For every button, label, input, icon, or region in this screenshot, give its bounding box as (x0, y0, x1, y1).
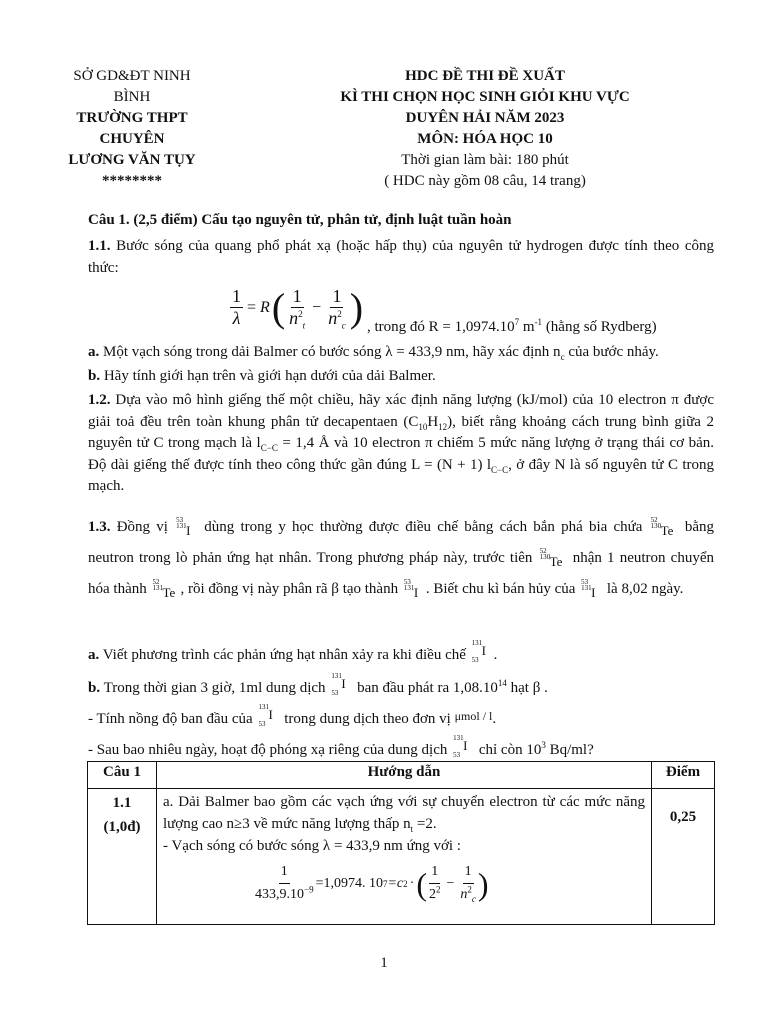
beta-symbol: β (532, 680, 541, 696)
p12-b: H (427, 413, 439, 430)
p12-a: Dựa vào mô hình giếng thế một chiều, hãy xác định năng lượng (kJ/mol) của 10 electron π được giải toả đều trên toàn khung phân tử decapentaen (C (88, 392, 714, 430)
school-header (58, 66, 206, 192)
header-right-line-1: HDC ĐỀ THI ĐỀ XUẤT (405, 68, 565, 84)
note-text: , trong đó R = 1,0974.10 (367, 319, 515, 335)
note-tail: (hằng số Rydberg) (542, 319, 657, 335)
section-number: 1.2. (88, 392, 111, 408)
question-points: (1,0đ) (103, 819, 141, 835)
text-a: Viết phương trình các phản ứng hạt nhân xảy ra khi điều chế (99, 647, 470, 663)
p13-b: dùng trong y học thường được điều chế bằng cách bắn phá bia chứa (198, 519, 649, 535)
guide-sub: t (410, 824, 414, 834)
guide-cell (157, 789, 652, 925)
balmer-equation: $\frac{1}{433,9.10^{-9}}$ =1,0974. 10 7 =c 2 · ( $\frac{1}{2^2}$ − $\frac{1}{n^2_c}$ ) (253, 861, 645, 906)
table-row (88, 789, 715, 925)
iodine-131-symbol: 131 53 I (331, 672, 346, 697)
header-right-line-5: Thời gian làm bài: 180 phút (401, 152, 569, 168)
label-a: a. (88, 647, 100, 663)
p13-e: , rồi đồng vị này phân rã (180, 581, 332, 597)
question-1-1-a (88, 344, 728, 361)
p13-c: bằng neutron trong lò phản ứng hạt nhân. Trong phương pháp này, trước tiên (88, 519, 714, 566)
question-1-3-b: b. Trong thời gian 3 giờ, 1ml dung dịch 131 53 I ban đầu phát ra 1,08.10$^{14}$ hạt β . (88, 672, 548, 697)
unit-label: μmol / l (454, 709, 493, 723)
iodine-131-symbol: 131 53 I (176, 516, 191, 538)
table-header-guide: Hướng dẫn (157, 762, 652, 789)
paragraph-1-1 (88, 236, 714, 279)
tellurium-131-symbol: 131 52 Te (152, 578, 176, 600)
label-b: b. (88, 368, 101, 384)
p12-c: ), biết rằng khoảng cách trung bình giữa 2 nguyên tử C trong mạch là l (88, 413, 714, 451)
guide-line-2: - Vạch sóng có bước sóng λ = 433,9 nm ứng với : (163, 838, 461, 854)
page-number: 1 (380, 955, 388, 971)
tellurium-130-symbol: 130 52 Te (650, 516, 674, 538)
iodine-131-symbol: 131 53 I (453, 734, 468, 759)
eq-middle: =1,0974. 10 (315, 875, 383, 891)
header-left-line-1: SỞ GD&ĐT NINH (73, 68, 191, 84)
p12-sub2: 12 (438, 421, 448, 432)
question-number: 1.1 (112, 795, 132, 811)
iodine-131-symbol: 131 53 I (403, 578, 419, 600)
header-left-line-6: ******** (102, 173, 162, 189)
table-header-question: Câu 1 (88, 762, 157, 789)
section-number: 1.1. (88, 238, 111, 254)
eq-term-2: $\frac{1}{n^2_c}$ (458, 861, 478, 906)
paragraph-text: Bước sóng của quang phổ phát xạ (hoặc hấp thụ) của nguyên tử hydrogen được tính theo công thức: (88, 238, 714, 276)
dash2-c: Bq/ml? (545, 742, 594, 758)
p13-a: Đồng vị (110, 519, 175, 535)
note-exp2: -1 (534, 317, 543, 327)
sub-question-activity (88, 734, 594, 759)
iodine-131-symbol: 131 53 I (471, 639, 487, 664)
p12-sub3: C−C (260, 443, 278, 453)
note-exp: 7 (514, 317, 520, 327)
section-number: 1.3. (88, 519, 111, 535)
question-1-1-b (88, 368, 436, 385)
iodine-131-symbol: 131 53 I (581, 578, 596, 600)
question-1-3-a: a. Viết phương trình các phản ứng hạt nhân xảy ra khi điều chế 131 53 I . (88, 639, 498, 664)
note-unit: m (519, 319, 535, 335)
formula-term-1: $\frac{1}{n^2_t}$ (289, 286, 306, 331)
eq-term-1: $\frac{1}{2^2}$ (427, 861, 443, 906)
guide-text: a. Dải Balmer bao gồm các vạch ứng với sự chuyển electron từ các mức năng lượng cao n≥3 về mức năng lượng thấp n (163, 794, 645, 832)
question-title: Câu 1. (2,5 điểm) Cấu tạo nguyên tử, phân tử, định luật tuần hoàn (88, 212, 512, 228)
dash2-exp: 3 (541, 740, 546, 750)
sub-a: c (560, 352, 565, 362)
header-left-line-5: LƯƠNG VĂN TỤY (68, 152, 196, 168)
text-b2: ban đầu phát ra 1,08.10 (353, 680, 498, 696)
text-b: Hãy tính giới hạn trên và giới hạn dưới của dải Balmer. (100, 368, 436, 384)
p13-g: . Biết chu kì bán hủy của (425, 581, 580, 597)
eq-lhs-fraction: $\frac{1}{433,9.10^{-9}}$ (253, 861, 316, 906)
header-right-line-3: DUYÊN HẢI NĂM 2023 (405, 110, 565, 126)
exp-b: 14 (497, 678, 507, 688)
p13-d: nhận 1 neutron chuyển hóa thành (88, 550, 714, 597)
label-a: a. (88, 344, 100, 360)
eq-c: =c (387, 875, 404, 891)
tail-a: của bước nhảy. (564, 344, 659, 360)
score-cell: 0,25 (652, 789, 715, 925)
paragraph-1-2 (88, 390, 714, 498)
tellurium-130-symbol: 130 52 Te (539, 547, 563, 569)
p12-e: , ở đây N là số nguyên tử C trong mạch. (88, 456, 714, 494)
dash1-a: - Tính nồng độ ban đầu của (88, 711, 257, 727)
formula-left-fraction: $\frac{1}{\lambda}$ (232, 286, 241, 328)
beta-symbol: β (331, 581, 339, 597)
answer-table (87, 761, 715, 925)
p12-sub4: C−C (491, 464, 509, 475)
iodine-131-symbol: 131 53 I (258, 703, 273, 728)
formula-term-2: $\frac{1}{n^2_c}$ (328, 286, 346, 331)
rydberg-constant-note (367, 319, 657, 336)
table-header-row (88, 762, 715, 789)
guide-line-1 (163, 791, 645, 835)
exam-header (250, 66, 720, 192)
header-right-line-6: ( HDC này gồm 08 câu, 14 trang) (384, 173, 586, 189)
header-right-line-2: KÌ THI CHỌN HỌC SINH GIỎI KHU VỰC (340, 89, 630, 105)
rydberg-formula: $\frac{1}{\lambda}$ = R ( $\frac{1}{n^2_t}$ − $\frac{1}{n^2_c}$ ) (232, 285, 364, 331)
header-right-line-4: MÔN: HÓA HỌC 10 (417, 131, 553, 147)
table-header-points: Điểm (652, 762, 715, 789)
p12-d: = 1,4 Å và 10 electron π chiếm 5 mức năng lượng ở trạng thái cơ bản. Độ dài giếng thế được tính theo công thức gần đúng L = (N + 1) l (88, 435, 714, 473)
label-b: b. (88, 680, 101, 696)
dash1-b: trong dung dịch theo đơn vị (280, 711, 455, 727)
p13-f: tạo thành (338, 581, 402, 597)
dash2-b: chỉ còn 10 (475, 742, 542, 758)
p12-sub1: 10 (418, 421, 428, 432)
text-b3: hạt (506, 680, 533, 696)
text-b: Trong thời gian 3 giờ, 1ml dung dịch (100, 680, 330, 696)
p13-h: là 8,02 ngày. (603, 581, 684, 597)
text-a: Một vạch sóng trong dải Balmer có bước sóng λ = 433,9 nm, hãy xác định n (99, 344, 561, 360)
header-left-line-3: TRƯỜNG THPT (76, 110, 188, 126)
guide-tail: =2. (413, 816, 437, 832)
header-left-line-4: CHUYÊN (99, 131, 165, 147)
sub-question-concentration: - Tính nồng độ ban đầu của 131 53 I trong dung dịch theo đơn vị $^{\mu mol / l}$. (88, 703, 497, 728)
dash2-a: - Sau bao nhiêu ngày, hoạt độ phóng xạ riêng của dung dịch (88, 742, 452, 758)
question-cell (88, 789, 157, 925)
paragraph-1-3 (88, 512, 714, 605)
header-left-line-2: BÌNH (113, 89, 151, 105)
